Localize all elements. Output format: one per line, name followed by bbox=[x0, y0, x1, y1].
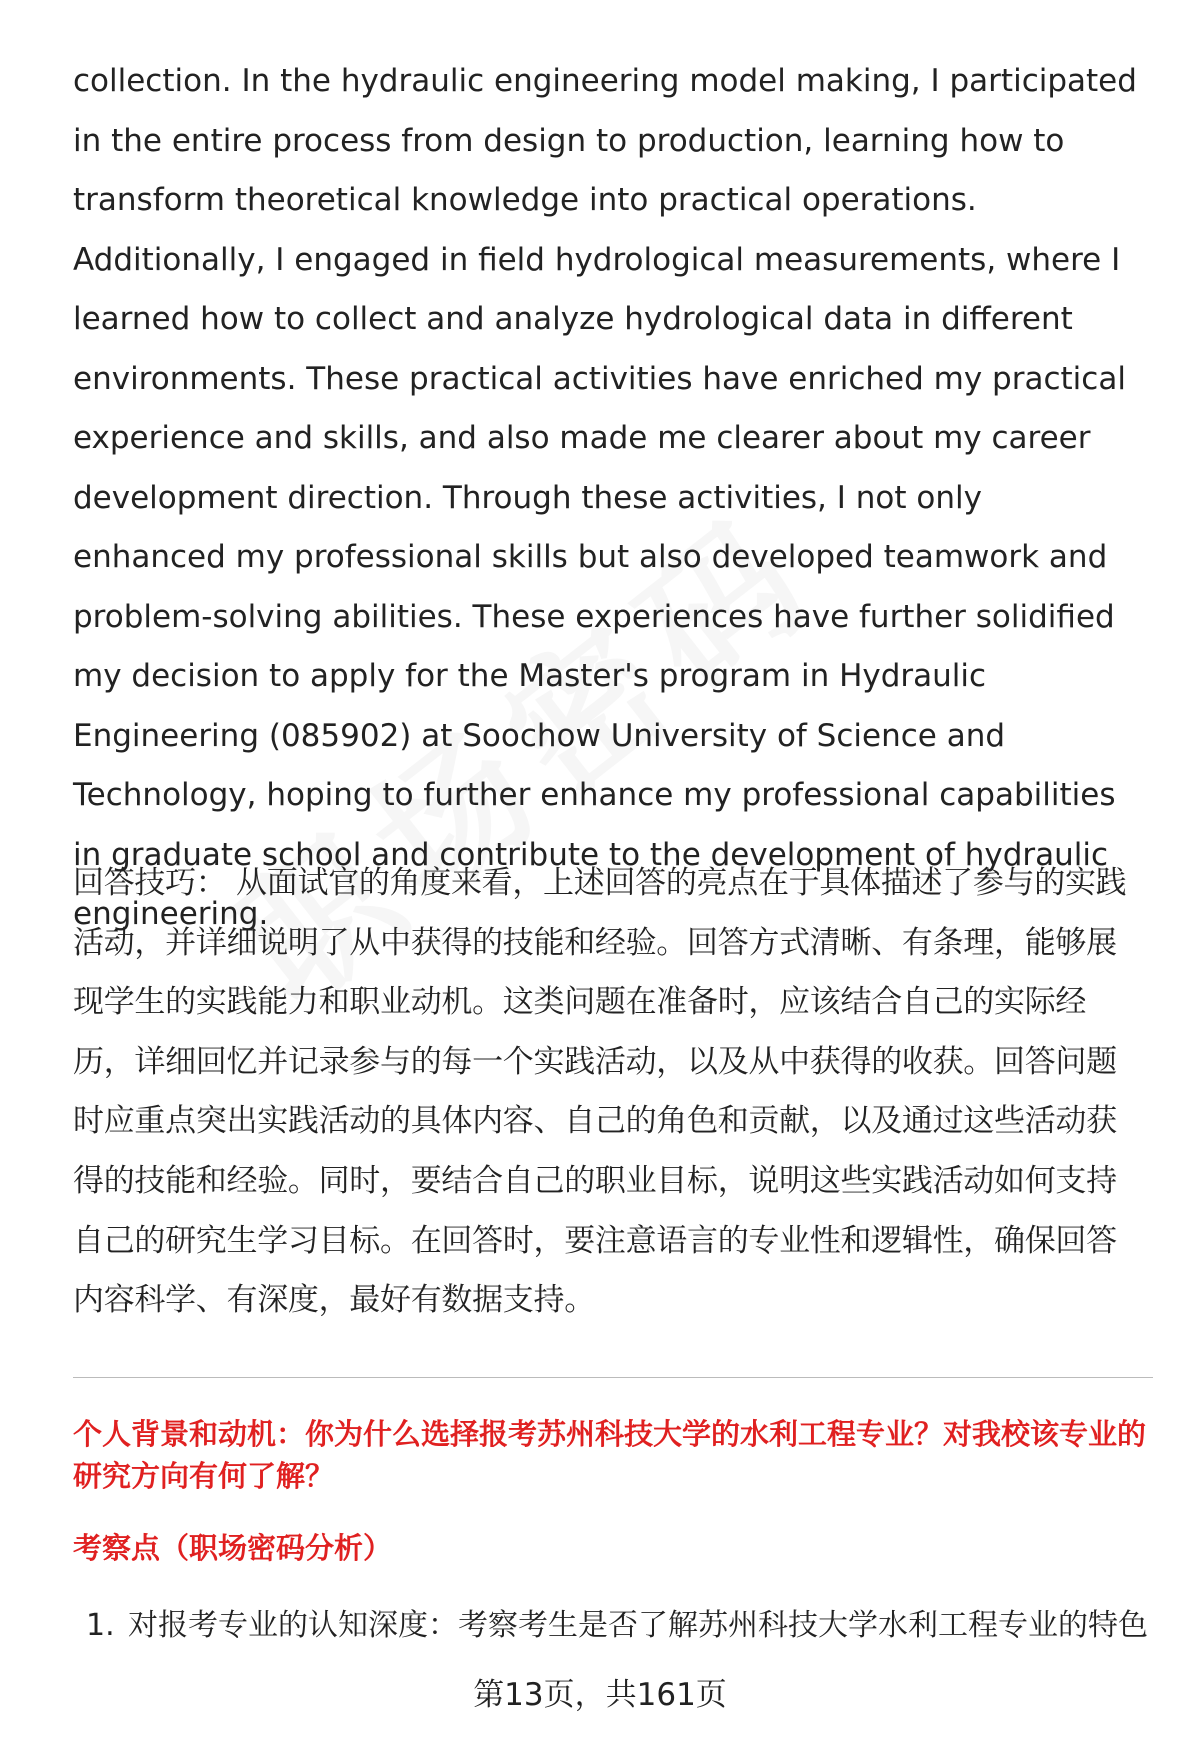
list-item bbox=[86, 1602, 1156, 1650]
answer-tips-paragraph: 回答技巧： 从面试官的角度来看，上述回答的亮点在于具体描述了参与的实践活动，并详细说明了从中获得的技能和经验。回答方式清晰、有条理，能够展现学生的实践能力和职业动机。这类问题在准备时，应该结合自己的实际经历，详细回忆并记录参与的每一个实践活动，以及从中获得的收获。回答问题时应重点突出实践活动的具体内容、自己的角色和贡献，以及通过这些活动获得的技能和经验。同时，要结合自己的职业目标，说明这些实践活动如何支持自己的研究生学习目标。在回答时，要注意语言的专业性和逻辑性，确保回答内容科学、有深度，最好有数据支持。 bbox=[73, 865, 1127, 1319]
page-footer: 第13页，共161页 bbox=[473, 1677, 727, 1713]
list-item-number: 1. bbox=[86, 1608, 115, 1643]
english-answer-paragraph: collection. In the hydraulic engineering model making, I participated in the entire process from design to production, learning how to transform theoretical knowledge into practical operations. Additionally, I engaged in field hydrological measurements, where I learned how to collect and analyze hydrological data in different environments. These practical activities have enriched my practical experience and skills, and also made me clearer about my career development direction. Through these activities, I not only enhanced my professional skills but also developed teamwork and problem-solving abilities. These experiences have further solidified my decision to apply for the Master's program in Hydraulic Engineering (085902) at Soochow University of Science and Technology, hoping to further enhance my professional capabilities in graduate school and contribute to the development of hydraulic engineering. bbox=[73, 63, 1137, 932]
section-divider bbox=[73, 1377, 1153, 1378]
question-title: 个人背景和动机：你为什么选择报考苏州科技大学的水利工程专业？对我校该专业的研究方向有何了解？ bbox=[73, 1417, 1147, 1493]
exam-point-heading: 考察点（职场密码分析） bbox=[73, 1531, 393, 1565]
list-item-text: 对报考专业的认知深度：考察考生是否了解苏州科技大学水利工程专业的特色 bbox=[128, 1608, 1148, 1643]
